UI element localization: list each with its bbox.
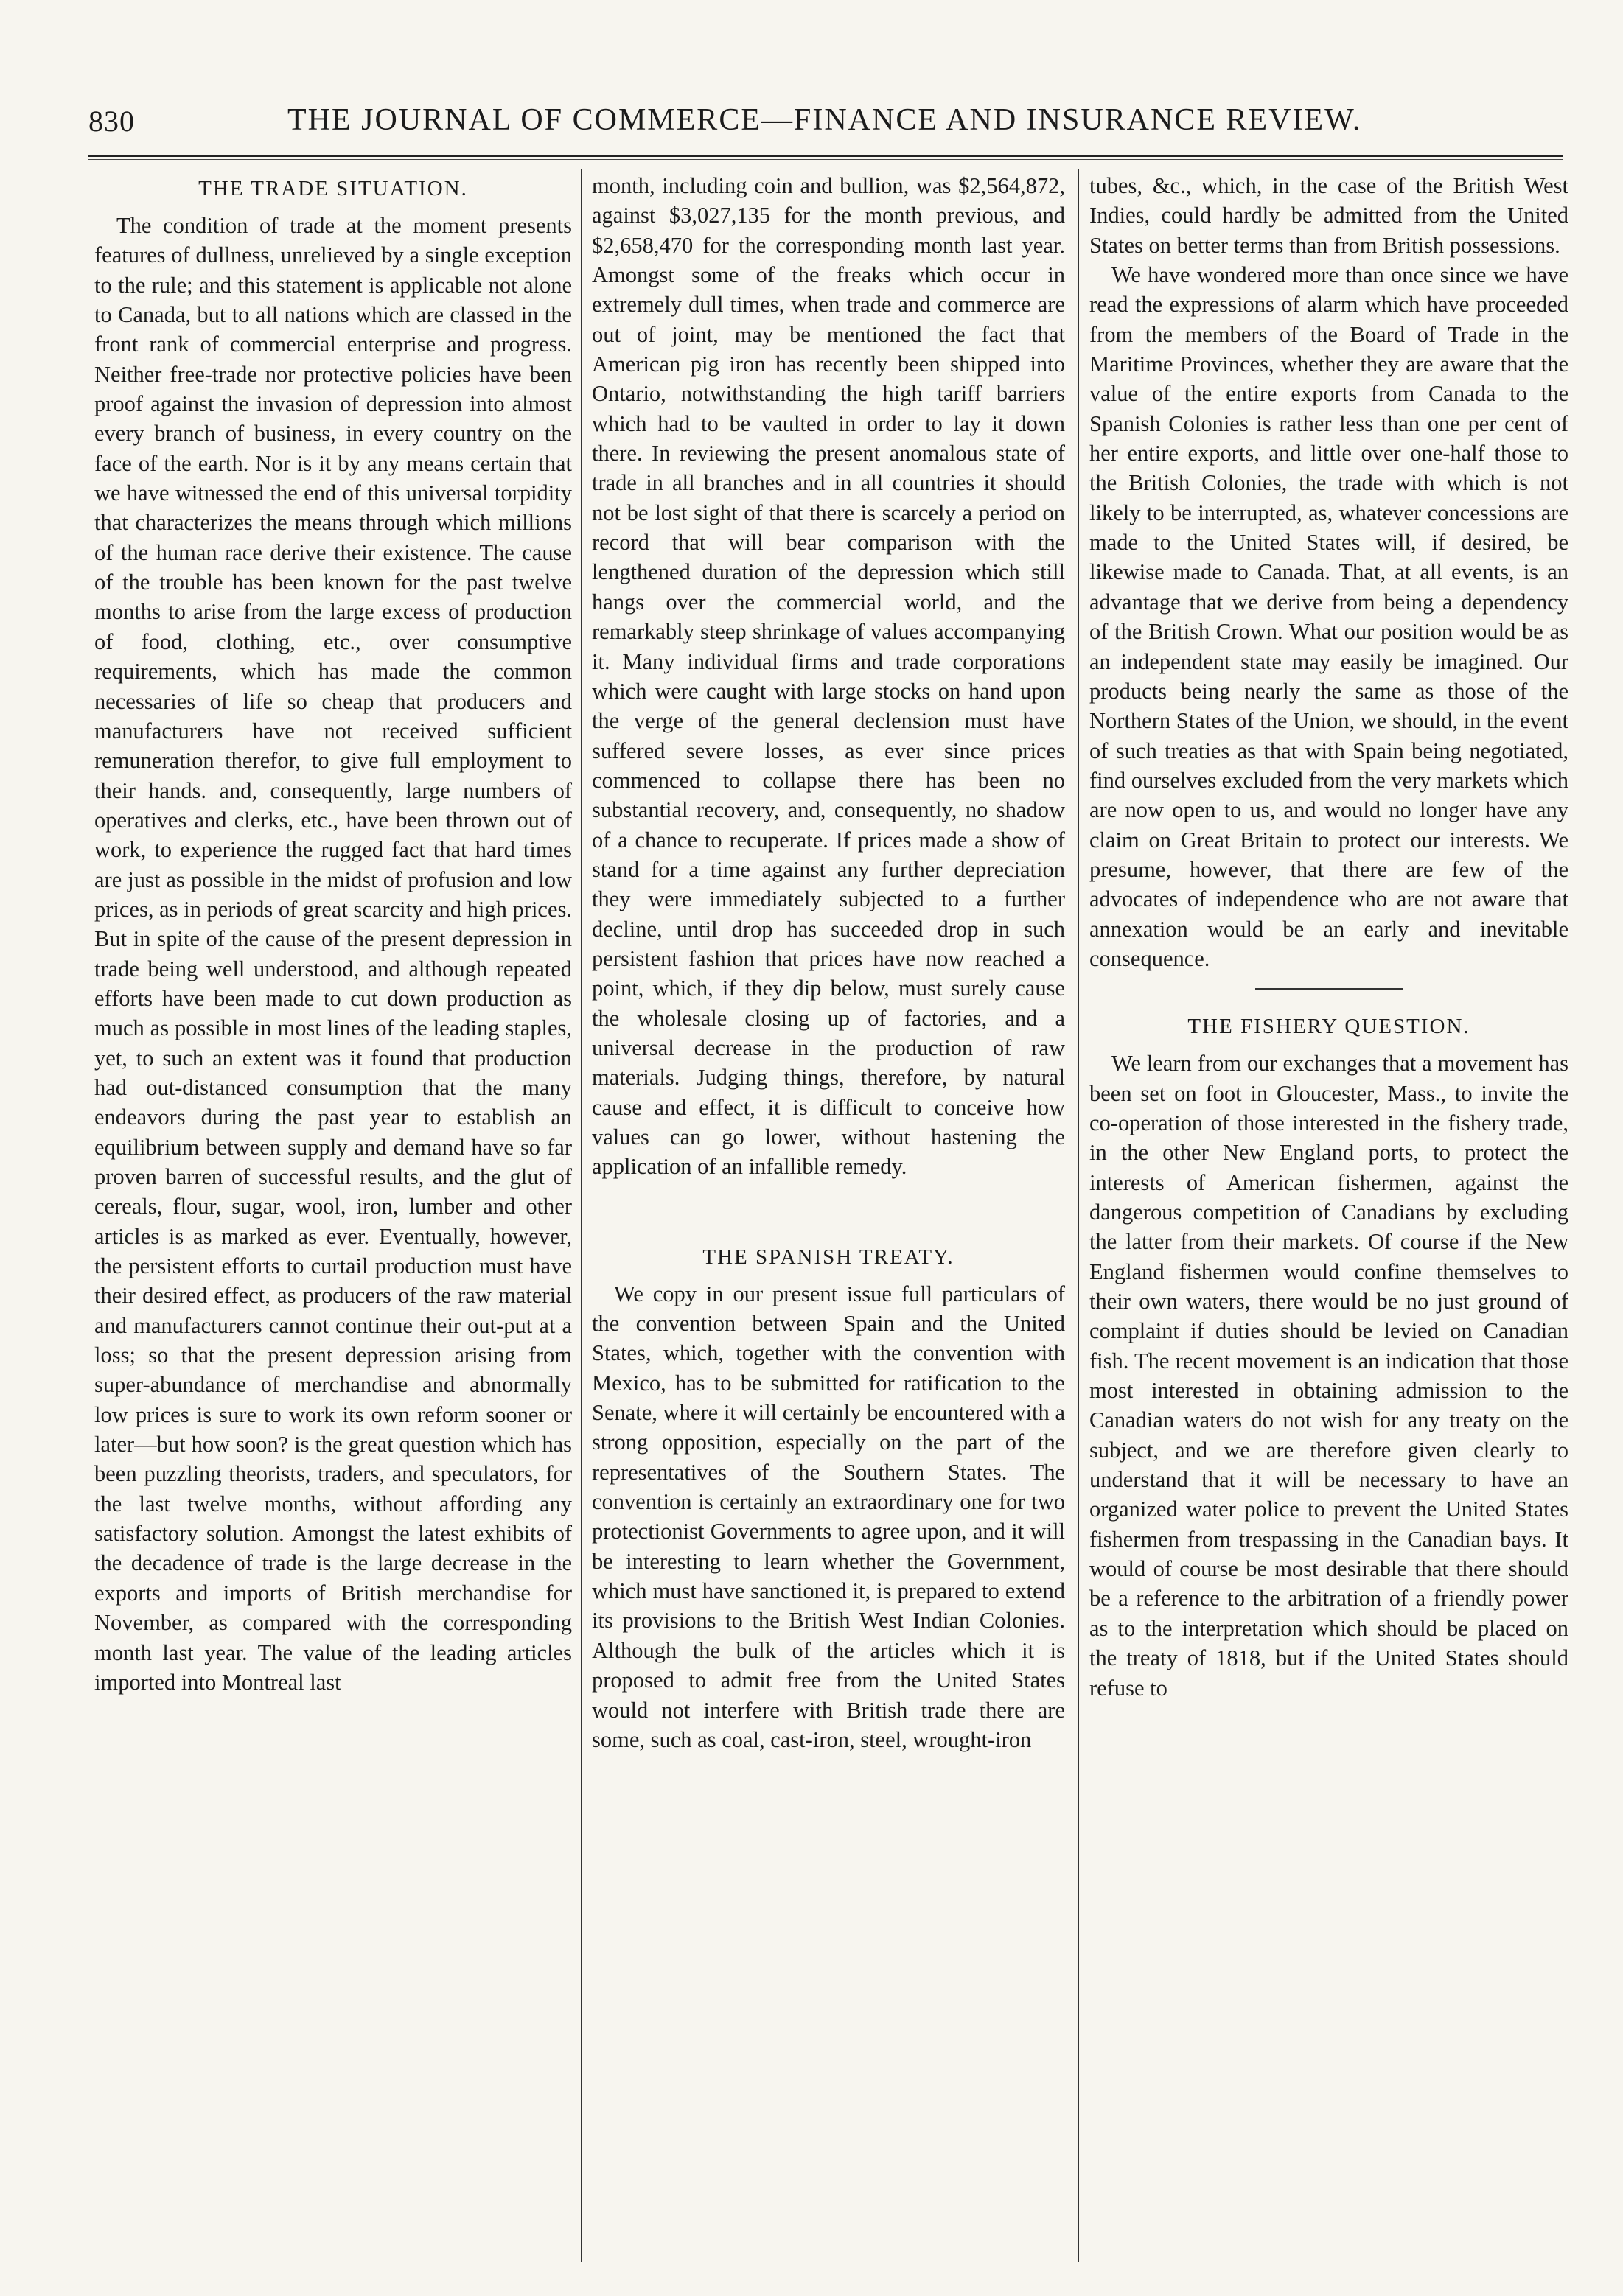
trade-situation-paragraph-1-continued: month, including coin and bullion, was $2,564,872, against $3,027,135 for the month previous, and $2,658,470 for the corresponding month last year. Amongst some of the freaks which occur in extremely dull times, when trade and commerce are out of joint, may be mentioned the fact that American pig iron has recently been shipped into Ontario, notwithstanding the high tariff barriers which had to be vaulted in order to lay it down there. In reviewing the present anomalous state of trade in all branches and in all countries it should not be lost sight of that there is scarcely a period on record that will bear comparison with the lengthened duration of the depression which still hangs over the commercial world, and the remarkably steep shrinkage of values accompanying it. Many individual firms and trade corporations which were caught with large stocks on hand upon the verge of the general declension must have suffered severe losses, as ever since prices commenced to collapse there has been no substantial recovery, and, consequently, no shadow of a chance to recuperate. If prices made a show of stand for a time against any further depreciation they were immediately subjected to a further decline, until drop has succeeded drop in such persistent fashion that prices have now reached a point, which, if they dip below, must surely cause the wholesale closing up of factories, and a universal decrease in the production of raw materials. Judging things, therefore, by natural cause and effect, it is difficult to conceive how values can go lower, without hastening the application of an infallible remedy. (592, 173, 1065, 1180)
header-rule (88, 155, 1563, 157)
page-header (88, 99, 1563, 151)
spanish-treaty-title: THE SPANISH TREATY. (702, 1245, 954, 1269)
section-separator (1255, 988, 1403, 990)
column-3 (1089, 171, 1568, 1703)
fishery-question-paragraph-1: We learn from our exchanges that a movement has been set on foot in Gloucester, Mass., to invite the co-operation of those interested in the fishery trade, in the other New England ports, to protect the interests of American fishermen, against the dangerous competition of Canadians by excluding the latter from their markets. Of course if the New England fishermen would confine themselves to their own waters, there would be no just ground of complaint if duties should be levied on Canadian fish. The recent movement is an indication that those most interested in obtaining admission to the Canadian waters do not wish for any treaty on the subject, and we are therefore given clearly to understand that it will be necessary to have an organized water police to prevent the United States fishermen from trespassing in the Canadian bays. It would of course be most desirable that there should be a reference to the arbitration of a friendly power as to the interpretation which should be placed on the treaty of 1818, but if the United States should refuse to (1089, 1051, 1568, 1701)
spanish-treaty-paragraph-1-continued: tubes, &c., which, in the case of the British West Indies, could hardly be admitted from the United States on better terms than from British possessions. (1089, 173, 1568, 258)
page-number: 830 (88, 105, 135, 138)
column-2 (592, 171, 1065, 1754)
trade-situation-title: THE TRADE SITUATION. (198, 177, 468, 200)
column-1 (94, 171, 572, 1697)
section-separator (755, 1222, 902, 1239)
header-rule-thin (88, 159, 1563, 160)
spanish-treaty-paragraph-2: We have wondered more than once since we have read the expressions of alarm which have proceeded from the members of the Board of Trade in the Maritime Provinces, whether they are aware that the value of the entire exports from Canada to the Spanish Colonies is rather less than one per cent of her entire exports, and little over one-half those to the British Colonies, the trade with which is not likely to be interrupted, as, whatever concessions are made to the United States will, if desired, be likewise made to Canada. That, at all events, is an advantage that we derive from being a dependency of the British Crown. What our position would be as an independent state may easily be imagined. Our products being nearly the same as those of the Northern States of the Union, we should, in the event of such treaties as that with Spain being negotiated, find ourselves excluded from the very markets which are now open to us, and would no longer have any claim on Great Britain to protect our interests. We presume, however, that there are few of the advocates of independence who are not aware that annexation would be an early and inevitable consequence. (1089, 262, 1568, 971)
column-divider-right (1078, 169, 1079, 2262)
fishery-question-title: THE FISHERY QUESTION. (1187, 1015, 1470, 1039)
column-divider-left (581, 169, 582, 2262)
spanish-treaty-paragraph-1: We copy in our present issue full particulars of the convention between Spain and the United States, which, together with the convention with Mexico, has to be submitted for ratification to the Senate, where it will certainly be encountered with a strong opposition, especially on the part of the representatives of the Southern States. The convention is certainly an extraordinary one for two protectionist Governments to agree upon, and it will be interesting to learn whether the Government, which must have sanctioned it, is prepared to extend its provisions to the British West Indian Colonies. Although the bulk of the articles which it is proposed to admit free from the United States would not interfere with British trade there are some, such as coal, cast-iron, steel, wrought-iron (592, 1281, 1065, 1752)
journal-title: THE JOURNAL OF COMMERCE—FINANCE AND INSURANCE REVIEW. (287, 103, 1362, 137)
trade-situation-paragraph-1: The condition of trade at the moment presents features of dullness, unrelieved by a single exception to the rule; and this statement is applicable not alone to Canada, but to all nations which are classed in the front rank of commercial enterprise and progress. Neither free-trade nor protective policies have been proof against the invasion of depression into almost every branch of business, in every country on the face of the earth. Nor is it by any means certain that we have witnessed the end of this universal torpidity that characterizes the means through which millions of the human race derive their existence. The cause of the trouble has been known for the past twelve months to arise from the large excess of production of food, clothing, etc., over consumptive requirements, which has made the common necessaries of life so cheap that producers and manufacturers have not received sufficient remuneration therefor, to give full employment to their hands. and, consequently, large numbers of operatives and clerks, etc., have been thrown out of work, to experience the rugged fact that hard times are just as possible in the midst of profusion and low prices, as in periods of great scarcity and high prices. But in spite of the cause of the present depression in trade being well understood, and although repeated efforts have been made to cut down production as much as possible in most lines of the leading staples, yet, to such an extent was it found that production had out-distanced consumption that the many endeavors during the past year to establish an equilibrium between supply and demand have so far proven barren of successful results, and the glut of cereals, flour, sugar, wool, iron, lumber and other articles is as marked as ever. Eventually, however, the persistent efforts to curtail production must have their desired effect, as producers of the raw material and manufacturers cannot continue their out-put at a loss; so that the present depression arising from super-abundance of merchandise and abnormally low prices is sure to work its own reform sooner or later—but how soon? is the great question which has been puzzling theorists, traders, and speculators, for the last twelve months, without affording any satisfactory solution. Amongst the latest exhibits of the decadence of trade is the large decrease in the exports and imports of British merchandise for November, as compared with the corresponding month last year. The value of the leading articles imported into Montreal last (94, 213, 572, 1695)
section-gap (592, 1182, 1065, 1222)
